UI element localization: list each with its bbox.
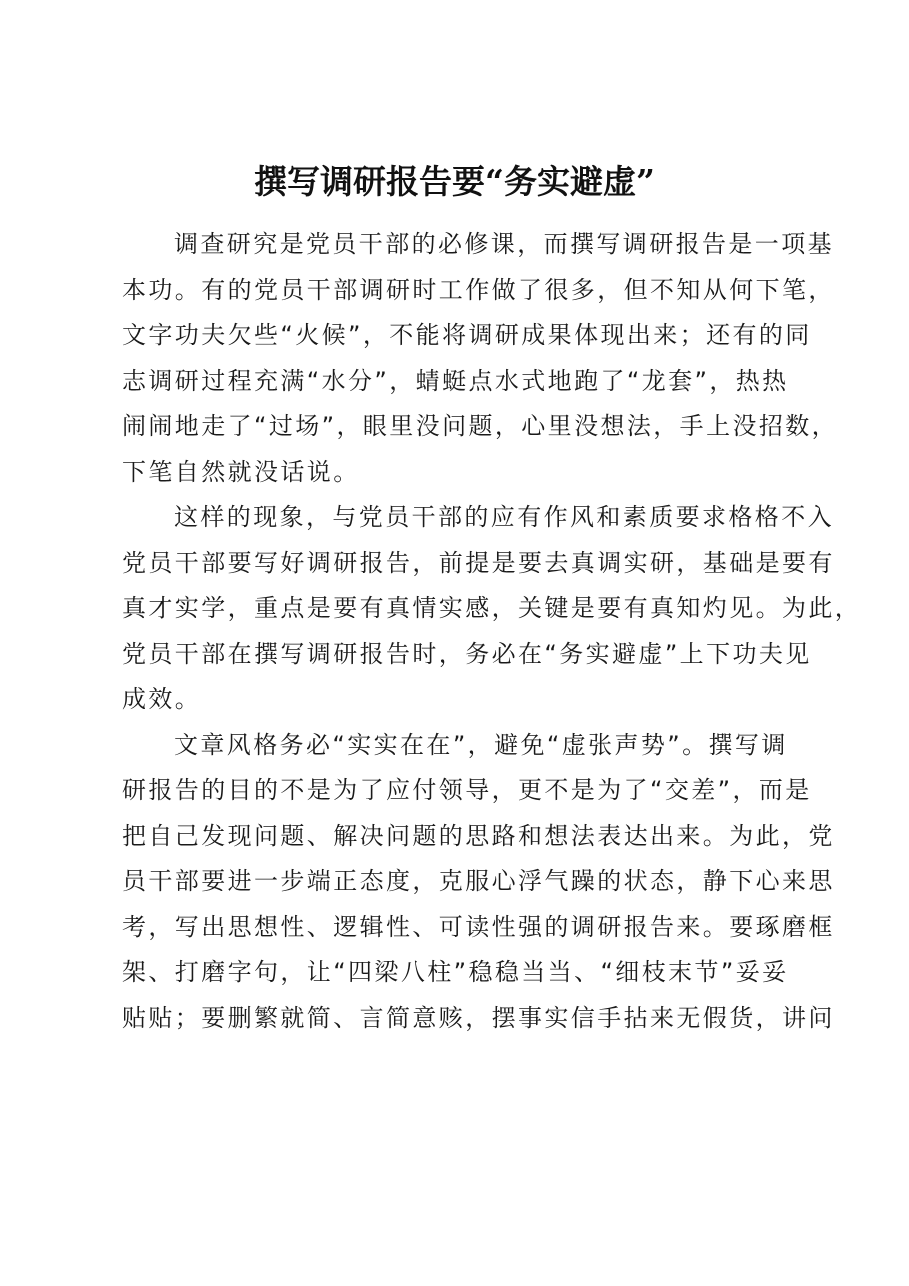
text-line: 把自己发现问题、解决问题的思路和想法表达出来。为此，党 [122, 821, 835, 850]
text-line: 成效。 [122, 685, 202, 713]
text-line: 研报告的目的不是为了应付领导，更不是为了“交差”，而是 [122, 776, 812, 804]
text-line: 下笔自然就没话说。 [122, 457, 360, 486]
text-line: 文章风格务必“实实在在”，避免“虚张声势”。撰写调 [174, 730, 788, 759]
text-line: 贴贴；要删繁就简、言简意赅，摆事实信手拈来无假货，讲问 [122, 1003, 835, 1032]
text-line: 闹闹地走了“过场”，眼里没问题，心里没想法，手上没招数， [122, 412, 839, 440]
text-line: 员干部要进一步端正态度，克服心浮气躁的状态，静下心来思 [122, 867, 835, 895]
text-line: 这样的现象，与党员干部的应有作风和素质要求格格不入 [174, 503, 834, 531]
document-title: 撰写调研报告要“务实避虚” [254, 162, 655, 201]
text-line: 调查研究是党员干部的必修课，而撰写调研报告是一项基 [174, 230, 834, 258]
text-line: 志调研过程充满“水分”，蜻蜓点水式地跑了“龙套”，热热 [122, 366, 789, 395]
paragraph-2 [122, 495, 862, 723]
text-line: 文字功夫欠些“火候”，不能将调研成果体现出来；还有的同 [122, 321, 812, 349]
text-line: 真才实学，重点是要有真情实感，关键是要有真知灼见。为此， [122, 594, 862, 622]
text-line: 考，写出思想性、逻辑性、可读性强的调研报告来。要琢磨框 [122, 912, 835, 941]
text-line: 党员干部在撰写调研报告时，务必在“务实避虚”上下功夫见 [122, 639, 812, 668]
paragraph-3 [122, 723, 835, 1042]
paragraph-1 [122, 222, 839, 495]
document-body [122, 222, 862, 1041]
text-line: 本功。有的党员干部调研时工作做了很多，但不知从何下笔， [122, 275, 835, 304]
text-line: 党员干部要写好调研报告，前提是要去真调实研，基础是要有 [122, 548, 835, 577]
text-line: 架、打磨字句，让“四梁八柱”稳稳当当、“细枝末节”妥妥 [122, 958, 789, 986]
